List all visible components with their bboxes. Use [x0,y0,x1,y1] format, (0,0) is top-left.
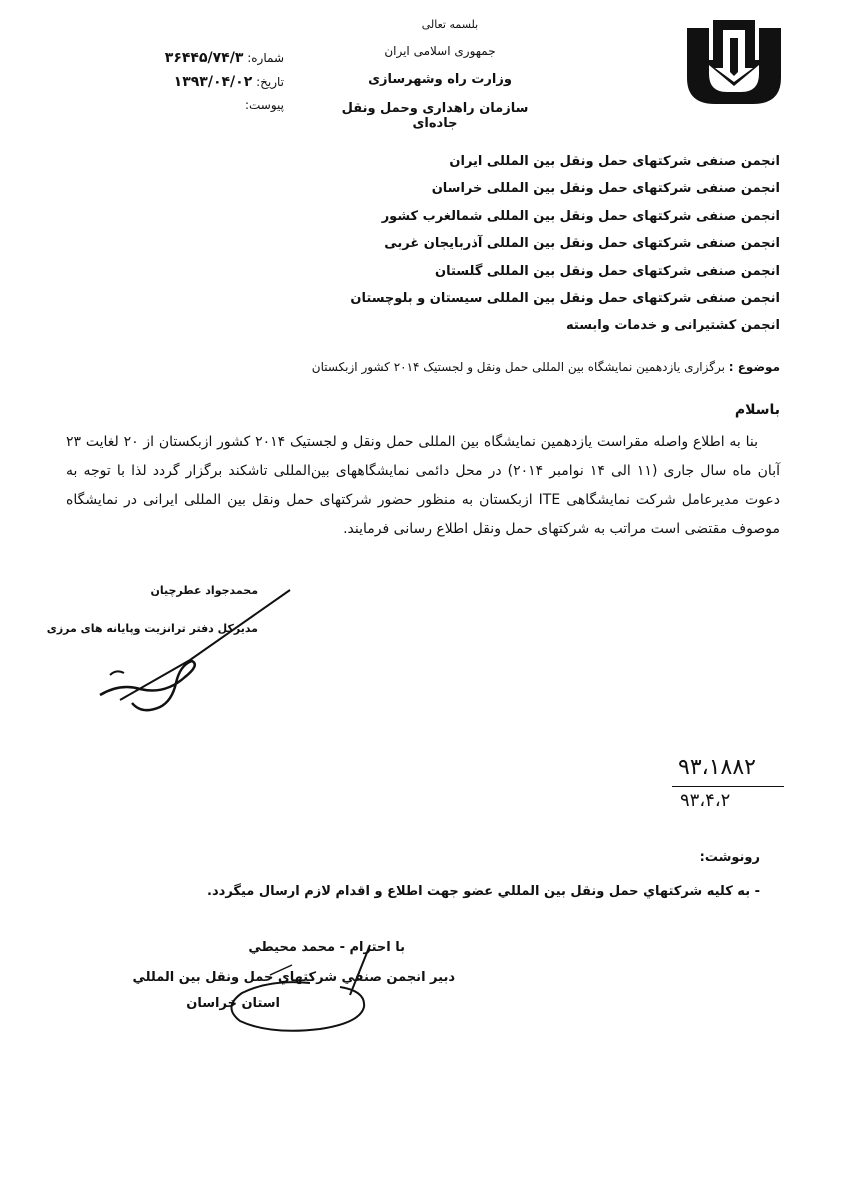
signatory-title: مدیرکل دفتر ترانزیت وپایانه های مرزی [46,622,258,635]
recipient-item: انجمن صنفی شرکتهای حمل ونقل بین المللی گلستان [435,263,780,279]
closing-title-province: استان خراسان [186,996,280,1011]
ministry-name: وزارت راه وشهرسازی [368,72,512,87]
recipient-item: انجمن صنفی شرکتهای حمل ونقل بین المللی خراسان [431,181,780,197]
recipient-item: انجمن کشتیرانی و خدمات وابسته [566,318,780,334]
subject-text: برگزاری یازدهمین نمایشگاه بین المللی حمل ونقل و لجستیک ۲۰۱۴ کشور ازبکستان [311,360,725,374]
greeting: باسلام [734,402,780,418]
letter-number [165,50,284,66]
letter-date [174,74,284,90]
letter-body [66,428,780,544]
date-label: تاریخ: [256,75,284,89]
registration-divider [672,786,784,787]
number-value: ۳۶۴۴۵/۷۴/۳ [164,50,244,66]
handwritten-signature [80,565,320,725]
body-paragraph: بنا به اطلاع واصله مقراست یازدهمین نمایشگاه بین المللی حمل ونقل و لجستیک ۲۰۱۴ کشور ازبکستان از ۲۰ لغایت ۲۳ آبان ماه سال جاری (۱۱ الی ۱۴ نوامبر ۲۰۱۴) در محل دائمی نمایشگاههای بین‌المللی تاشکند برگزار گردد لذا با توجه به دعوت مدیرعامل شرکت نمایشگاهی ITE ازبکستان به منظور حضور شرکتهای حمل ونقل بین المللی ایرانی در نمایشگاه موصوف مقتضی است مراتب به شرکتهای حمل ونقل اطلاع رسانی فرمایند. [66,434,780,537]
closing-regards: با احترام - محمد محیطي [248,940,405,955]
organization-name: سازمان راهداری وحمل ونقل جاده‌ای [341,101,529,131]
closing-signature [200,935,400,1045]
organization-logo [683,16,785,106]
number-label: شماره: [247,51,284,65]
signatory-name: محمدجواد عطرچیان [150,584,258,597]
cc-label: رونوشت: [699,850,760,865]
letter-attachment [245,98,284,112]
attachment-label: پیوست: [244,98,284,112]
recipient-item: انجمن صنفی شرکتهای حمل ونقل بین المللی آذربایجان غربی [384,236,780,252]
closing-title: دبیر انجمن صنفي شرکتهاي حمل ونقل بین المللي [132,970,455,985]
registration-date: ۹۳،۴،۲ [680,790,731,811]
registration-number: ۹۳،۱۸۸۲ [678,755,756,780]
recipients-list [310,148,780,340]
recipient-item: انجمن صنفی شرکتهای حمل ونقل بین المللی ایران [449,154,780,169]
subject-label: موضوع : [728,360,780,374]
recipient-item: انجمن صنفی شرکتهای حمل ونقل بین المللی شمالغرب کشور [381,208,780,224]
subject-line [312,360,780,374]
cc-text: - به کلیه شرکتهاي حمل ونقل بین المللي عضو جهت اطلاع و اقدام لازم ارسال میگردد. [207,884,760,899]
invocation: بلسمه تعالی [421,18,479,31]
date-value: ۱۳۹۳/۰۴/۰۲ [173,74,253,90]
recipient-item: انجمن صنفی شرکتهای حمل ونقل بین المللی سیستان و بلوچستان [350,291,780,307]
country-name: جمهوری اسلامی ایران [384,44,496,58]
